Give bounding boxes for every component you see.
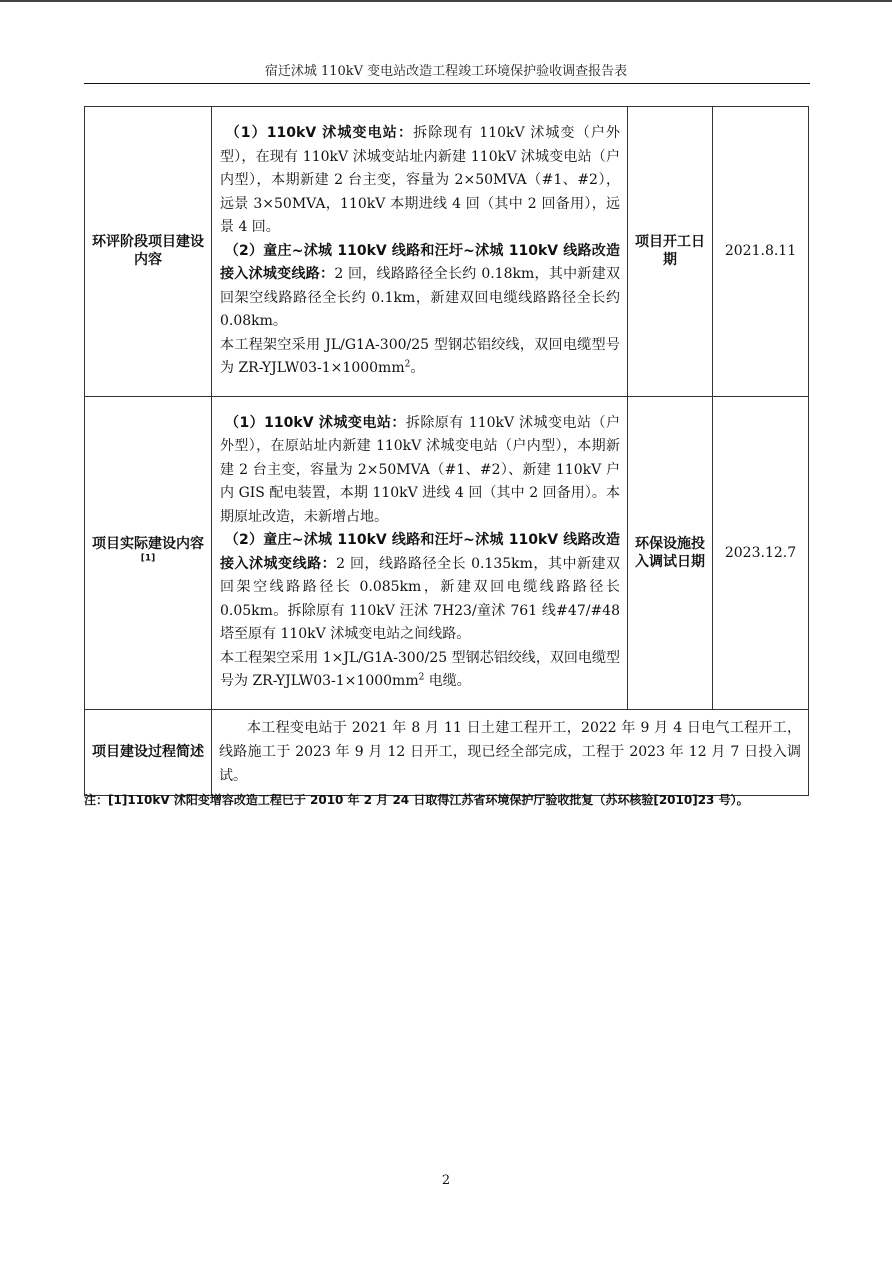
commissioning-date-label: 环保设施投入调试日期: [628, 396, 713, 709]
start-date-label: 项目开工日期: [628, 107, 713, 397]
eia-stage-content: [212, 107, 628, 397]
start-date-value: 2021.8.11: [713, 107, 809, 397]
actual-item-1: （1）110kV 沭城变电站：拆除原有 110kV 沭城变电站（户外型），在原站址内新建 110kV 沭城变电站（户内型），本期新建 2 台主变，容量为 2×50MVA（#1、#2）、新建 110kV 户内 GIS 配电装置，本期 110kV 进线 4 回（其中 2 回备用）。本期原址改造，未新增占地。: [220, 414, 621, 525]
table-row-process-summary: [85, 709, 809, 795]
commissioning-date-value: 2023.12.7: [713, 396, 809, 709]
row-label-eia-stage: 环评阶段项目建设内容: [85, 107, 212, 397]
page-header-title: 宿迁沭城 110kV 变电站改造工程竣工环境保护验收调查报告表: [264, 64, 628, 79]
eia-item-3: 本工程架空采用 JL/G1A-300/25 型钢芯铝绞线，双回电缆型号为 $ZR-YJLW03-1\times 1000mm^2$。: [220, 336, 620, 376]
project-info-table: [84, 106, 809, 796]
row-label-process-summary: 项目建设过程简述: [85, 709, 212, 795]
actual-construction-content: [212, 396, 628, 709]
actual-item-3: 本工程架空采用 1×JL/G1A-300/25 型钢芯铝绞线，双回电缆型号为 $ZR-YJLW03-1\times 1000mm^2$ 电缆。: [220, 649, 620, 689]
row-label-actual-construction: 项目实际建设内容[1]: [85, 396, 212, 709]
table-row-eia-stage: [85, 107, 809, 397]
eia-item-2: （2）童庄~沭城 110kV 线路和汪圩~沭城 110kV 线路改造接入沭城变线路：2 回，线路路径全长约 0.18km，其中新建双回架空线路路径全长约 0.1km，新建双回电缆线路路径全长约 0.08km。: [220, 242, 621, 329]
header-rule: [84, 83, 810, 84]
top-border-line: [0, 0, 892, 2]
page-number: 2: [441, 1173, 451, 1188]
eia-item-1: （1）110kV 沭城变电站：拆除现有 110kV 沭城变（户外型），在现有 110kV 沭城变站址内新建 110kV 沭城变电站（户内型），本期新建 2 台主变，容量为 2×50MVA（#1、#2），远景 3×50MVA，110kV 本期进线 4 回（其中 2 回备用），远景 4 回。: [220, 125, 621, 235]
process-summary-text: 本工程变电站于 2021 年 8 月 11 日土建工程开工，2022 年 9 月 4 日电气工程开工，线路施工于 2023 年 9 月 12 日开工，现已经全部完成，工程于 2023 年 12 月 7 日投入调试。: [212, 709, 809, 795]
table-row-actual-construction: [85, 396, 809, 709]
actual-item-2: （2）童庄~沭城 110kV 线路和汪圩~沭城 110kV 线路改造接入沭城变线路：2 回，线路路径全长 0.135km，其中新建双回架空线路路径长 0.085km，新建双回电缆线路路径长 0.05km。拆除原有 110kV 汪沭 7H23/童沭 761 线#47/#48 塔至原有 110kV 沭城变电站之间线路。: [220, 532, 621, 642]
footnote: 注：[1]110kV 沭阳变增容改造工程已于 2010 年 2 月 24 日取得江苏省环境保护厅验收批复（苏环核验[2010]23 号）。: [84, 793, 749, 807]
